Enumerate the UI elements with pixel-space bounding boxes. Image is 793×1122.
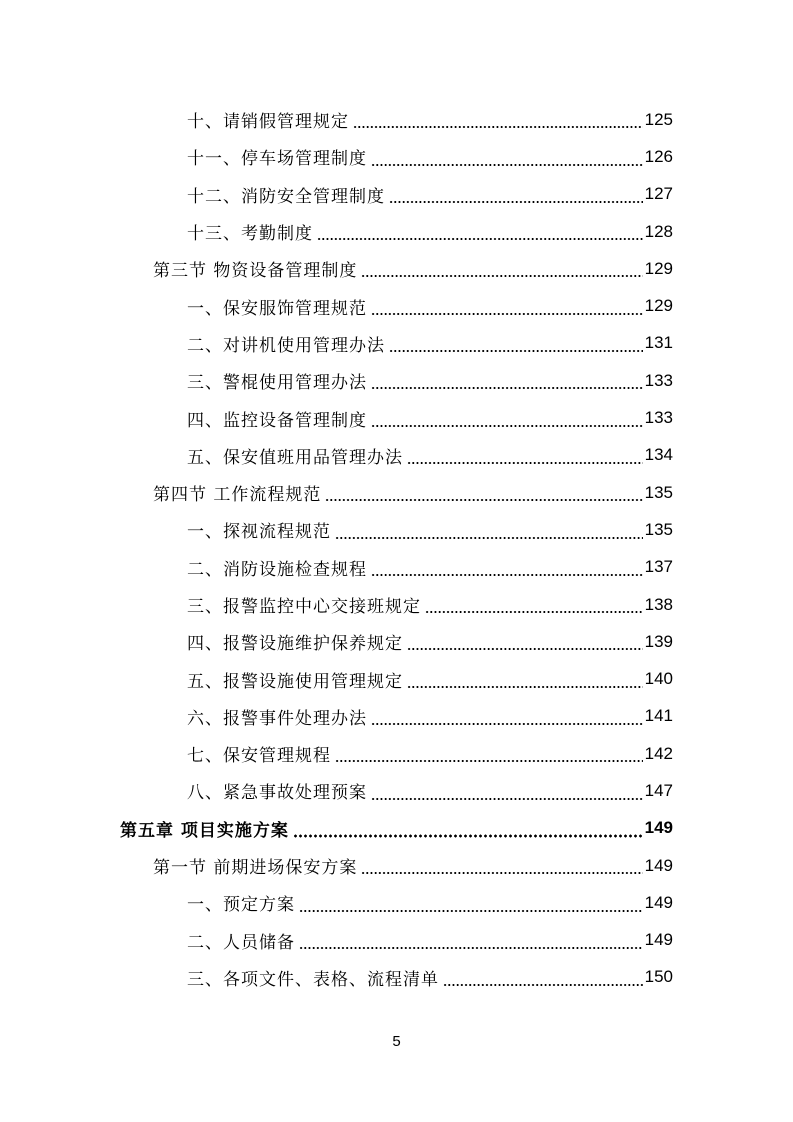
toc-entry-page: 147 <box>644 780 673 800</box>
toc-entry-page: 137 <box>644 557 673 577</box>
toc-dot-leader <box>299 896 643 913</box>
toc-dot-leader <box>361 261 642 278</box>
toc-entry[interactable] <box>0 586 793 623</box>
toc-entry-title: 四、报警设施维护保养规定 <box>187 634 403 655</box>
toc-entry-title: 一、探视流程规范 <box>187 522 331 543</box>
toc-entry-title: 八、紧急事故处理预案 <box>187 783 367 804</box>
page-number: 5 <box>392 1033 401 1050</box>
toc-dot-leader <box>389 187 643 204</box>
toc-entry[interactable] <box>0 623 793 660</box>
toc-entry-page: 129 <box>644 296 673 316</box>
toc-dot-leader <box>299 933 643 950</box>
toc-dot-leader <box>335 523 643 540</box>
toc-dot-leader <box>293 821 643 838</box>
toc-entry-title: 第五章 项目实施方案 <box>120 820 289 841</box>
toc-entry-page: 139 <box>644 631 673 651</box>
toc-entry-title: 三、警棍使用管理办法 <box>187 373 367 394</box>
toc-entry[interactable] <box>0 959 793 996</box>
toc-entry[interactable] <box>0 922 793 959</box>
toc-entry[interactable] <box>0 101 793 138</box>
toc-entry[interactable] <box>0 138 793 175</box>
toc-entry-page: 127 <box>644 184 673 204</box>
toc-dot-leader <box>371 373 643 390</box>
toc-entry-page: 134 <box>644 445 673 465</box>
toc-entry-page: 138 <box>644 594 673 614</box>
toc-entry[interactable] <box>0 362 793 399</box>
toc-dot-leader <box>407 672 643 689</box>
toc-entry-title: 十二、消防安全管理制度 <box>187 186 385 207</box>
toc-entry-page: 141 <box>644 706 673 726</box>
toc-entry-title: 第四节 工作流程规范 <box>153 485 322 506</box>
toc-dot-leader <box>371 299 643 316</box>
toc-entry[interactable] <box>0 437 793 474</box>
toc-entry-title: 三、各项文件、表格、流程清单 <box>187 969 439 990</box>
toc-entry[interactable] <box>0 810 793 847</box>
toc-dot-leader <box>371 150 643 167</box>
toc-entry-title: 第一节 前期进场保安方案 <box>153 858 358 879</box>
toc-entry[interactable] <box>0 250 793 287</box>
toc-dot-leader <box>443 970 643 987</box>
toc-entry[interactable] <box>0 474 793 511</box>
toc-entry-title: 五、保安值班用品管理办法 <box>187 447 403 468</box>
toc-entry-page: 149 <box>644 818 673 838</box>
toc-dot-leader <box>407 448 643 465</box>
toc-entry-title: 五、报警设施使用管理规定 <box>187 671 403 692</box>
toc-entry[interactable] <box>0 511 793 548</box>
toc-entry[interactable] <box>0 735 793 772</box>
toc-entry-page: 140 <box>644 669 673 689</box>
toc-entry-page: 142 <box>644 743 673 763</box>
toc-dot-leader <box>371 709 643 726</box>
toc-dot-leader <box>361 858 642 875</box>
toc-entry-title: 一、保安服饰管理规范 <box>187 298 367 319</box>
toc-entry-title: 六、报警事件处理办法 <box>187 708 367 729</box>
toc-entry[interactable] <box>0 176 793 213</box>
toc-entry-page: 133 <box>644 408 673 428</box>
toc-entry-title: 十、请销假管理规定 <box>187 112 349 133</box>
toc-entry-page: 133 <box>644 370 673 390</box>
toc-entry-page: 149 <box>644 855 673 875</box>
toc-entry-title: 二、人员储备 <box>187 932 295 953</box>
toc-entry-title: 七、保安管理规程 <box>187 746 331 767</box>
toc-entry-title: 二、对讲机使用管理办法 <box>187 335 385 356</box>
toc-entry[interactable] <box>0 549 793 586</box>
toc-entry-page: 135 <box>644 519 673 539</box>
toc-entry-page: 150 <box>644 967 673 987</box>
toc-entry[interactable] <box>0 847 793 884</box>
toc-entry-page: 131 <box>644 333 673 353</box>
toc-dot-leader <box>371 411 643 428</box>
toc-entry-title: 三、报警监控中心交接班规定 <box>187 597 421 617</box>
toc-entry[interactable] <box>0 884 793 921</box>
toc-entry-title: 第三节 物资设备管理制度 <box>153 261 358 282</box>
toc-entry[interactable] <box>0 698 793 735</box>
toc-entry[interactable] <box>0 399 793 436</box>
toc-dot-leader <box>389 336 643 353</box>
toc-dot-leader <box>371 560 643 577</box>
toc-dot-leader <box>407 634 643 651</box>
toc-entry-title: 十一、停车场管理制度 <box>187 149 367 170</box>
toc-entry-page: 135 <box>644 482 673 502</box>
toc-entry-title: 十三、考勤制度 <box>187 224 313 245</box>
table-of-contents <box>0 101 793 996</box>
toc-entry[interactable] <box>0 660 793 697</box>
toc-entry[interactable] <box>0 772 793 809</box>
toc-entry[interactable] <box>0 287 793 324</box>
toc-dot-leader <box>335 746 643 763</box>
toc-dot-leader <box>371 784 643 801</box>
toc-entry-page: 129 <box>644 258 673 278</box>
toc-entry-title: 四、监控设备管理制度 <box>187 410 367 431</box>
toc-entry[interactable] <box>0 213 793 250</box>
toc-dot-leader <box>325 485 642 502</box>
toc-entry-title: 二、消防设施检查规程 <box>187 559 367 580</box>
toc-entry-page: 149 <box>644 892 673 912</box>
toc-entry-title: 一、预定方案 <box>187 895 295 916</box>
toc-dot-leader <box>425 597 643 614</box>
toc-dot-leader <box>317 224 643 241</box>
toc-entry-page: 149 <box>644 930 673 950</box>
toc-entry-page: 128 <box>644 221 673 241</box>
toc-dot-leader <box>353 112 643 129</box>
toc-entry[interactable] <box>0 325 793 362</box>
toc-entry-page: 125 <box>644 109 673 129</box>
toc-entry-page: 126 <box>644 146 673 166</box>
